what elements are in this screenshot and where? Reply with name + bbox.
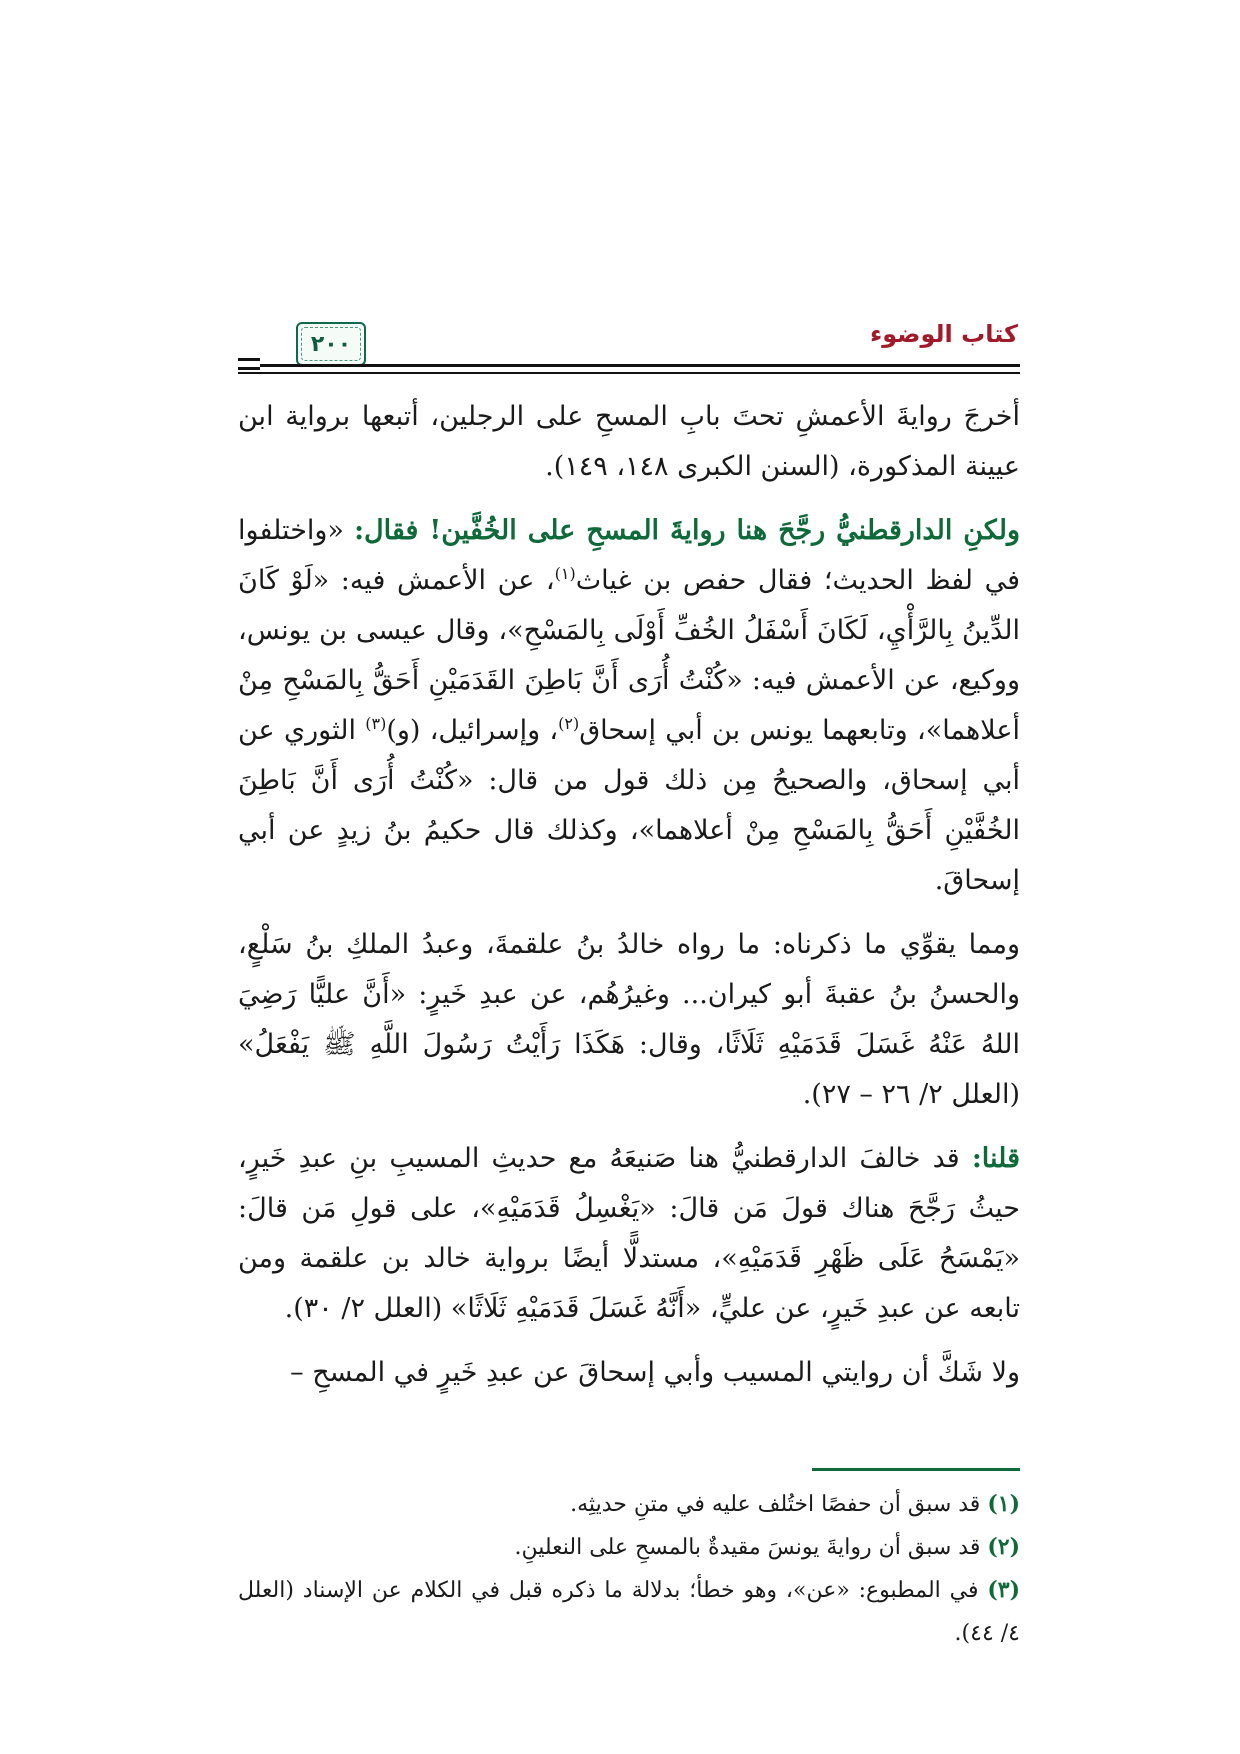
footnote-2-text: قد سبق أن روايةَ يونسَ مقيدةٌ بالمسحِ على النعلينِ. bbox=[514, 1535, 988, 1560]
header-rule-bottom bbox=[238, 372, 1020, 374]
paragraph-1: أخرجَ روايةَ الأعمشِ تحتَ بابِ المسحِ على الرجلين، أتبعها برواية ابن عيينة المذكورة، (السنن الكبرى ١٤٨، ١٤٩). bbox=[238, 401, 1020, 482]
main-text bbox=[238, 392, 1020, 1412]
paragraph-2-lead: ولكنِ الدارقطنيُّ رجَّحَ هنا روايةَ المسحِ على الخُفَّين! فقال: bbox=[354, 515, 1020, 546]
page-number-badge bbox=[296, 322, 366, 366]
footnote-1-text: قد سبق أن حفصًا اختُلف عليه في متنِ حديثِه. bbox=[570, 1492, 988, 1517]
page-number: ٢٠٠ bbox=[310, 331, 352, 357]
header-rule-left-bottom bbox=[238, 367, 260, 370]
paragraph-4 bbox=[238, 1134, 1020, 1334]
paragraph-2-part2: ، عن الأعمش فيه: «لَوْ كَانَ الدِّينُ بِالرَّأْيِ، لَكَانَ أَسْفَلُ الخُفِّ أَوْلَى بِالمَسْحِ»، وقال عيسى بن يونس، ووكيع، عن الأعمش فيه: «كُنْتُ أُرَى أَنَّ بَاطِنَ القَدَمَيْنِ أَحَقُّ بِالمَسْحِ مِنْ أعلاهما»، وتابعهما يونس بن أبي إسحاق bbox=[238, 565, 1021, 746]
footnote-2 bbox=[238, 1526, 1020, 1569]
footnote-1 bbox=[238, 1483, 1020, 1526]
paragraph-3: ومما يقوِّي ما ذكرناه: ما رواه خالدُ بنُ علقمةَ، وعبدُ الملكِ بنُ سَلْعٍ، والحسنُ بنُ عقبةَ أبو كيران... وغيرُهُم، عن عبدِ خَيرٍ: «أَنَّ عليًّا رَضِيَ اللهُ عَنْهُ غَسَلَ قَدَمَيْهِ ثَلَاثًا، وقال: هَكَذَا رَأَيْتُ رَسُولَ اللَّهِ ﷺ يَفْعَلُ» (العلل ٢/ ٢٦ – ٢٧). bbox=[238, 929, 1020, 1110]
footnote-3-number: (٣) bbox=[987, 1577, 1020, 1603]
paragraph-2-part3: ، وإسرائيل، (و) bbox=[386, 715, 559, 746]
paragraph-2-part1: «واختلفوا في لفظ الحديث؛ فقال حفص بن غياث bbox=[238, 515, 1020, 596]
footnote-3-text: في المطبوع: «عن»، وهو خطأ؛ بدلالة ما ذكره قبل في الكلام عن الإسناد (العلل ٤/ ٤٤). bbox=[238, 1578, 1020, 1646]
paragraph-4-lead: قلنا: bbox=[971, 1143, 1020, 1174]
footnote-2-number: (٢) bbox=[987, 1534, 1020, 1560]
page-header bbox=[238, 318, 1018, 388]
footnote-ref-3[interactable]: (٣) bbox=[365, 714, 387, 733]
footnote-ref-2[interactable]: (٢) bbox=[558, 714, 580, 733]
header-rule-left-top bbox=[238, 358, 260, 361]
footnote-separator bbox=[812, 1468, 1020, 1471]
paragraph-4-text: قد خالفَ الدارقطنيُّ هنا صَنيعَهُ مع حديثِ المسيبِ بنِ عبدِ خَيرٍ، حيثُ رَجَّحَ هناك قولَ مَن قالَ: «يَغْسِلُ قَدَمَيْهِ»، على قولِ مَن قالَ: «يَمْسَحُ عَلَى ظَهْرِ قَدَمَيْهِ»، مستدلًّا أيضًا برواية خالد بن علقمة ومن تابعه عن عبدِ خَيرٍ، عن عليٍّ، «أَنَّهُ غَسَلَ قَدَمَيْهِ ثَلَاثًا» (العلل ٢/ ٣٠). bbox=[238, 1143, 1020, 1324]
header-rule-top bbox=[238, 364, 1020, 367]
footnotes bbox=[238, 1483, 1020, 1655]
paragraph-2 bbox=[238, 506, 1020, 906]
footnote-1-number: (١) bbox=[987, 1491, 1020, 1517]
paragraph-2-part4: الثوري عن أبي إسحاق، والصحيحُ مِن ذلك قول من قال: «كُنْتُ أُرَى أَنَّ بَاطِنَ الخُفَّيْنِ أَحَقُّ بِالمَسْحِ مِنْ أعلاهما»، وكذلك قال حكيمُ بنُ زيدٍ عن أبي إسحاقَ. bbox=[238, 715, 1020, 896]
chapter-title: كتاب الوضوء bbox=[869, 320, 1018, 348]
footnote-ref-1[interactable]: (١) bbox=[554, 564, 576, 583]
paragraph-5: ولا شَكَّ أن روايتي المسيب وأبي إسحاقَ عن عبدِ خَيرٍ في المسحِ – bbox=[290, 1357, 1020, 1388]
footnote-3 bbox=[238, 1569, 1020, 1655]
